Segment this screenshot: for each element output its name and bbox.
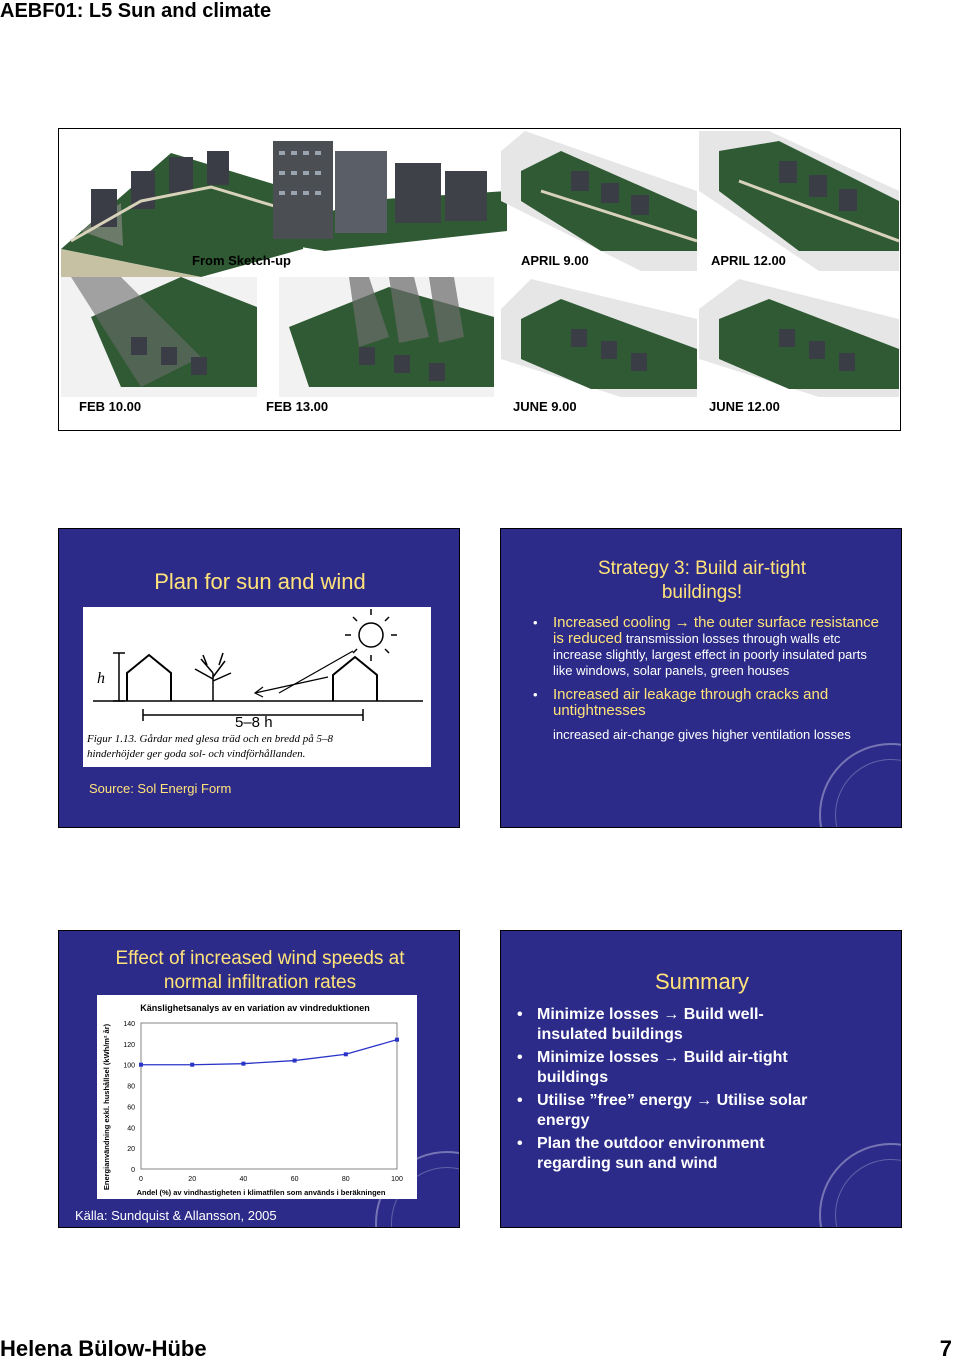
- tree-icon: [195, 653, 231, 701]
- summary-item-3: • Utilise ”free” energy → Utilise solar energy: [513, 1091, 833, 1130]
- bullet-cooling-head: Increased cooling → the outer surface resistance is reduced: [553, 614, 880, 647]
- university-seal-watermark: [819, 743, 902, 828]
- chart-panel: [97, 995, 417, 1199]
- y-tick-labels: [123, 1021, 135, 1174]
- label-feb-13: FEB 13.00: [266, 399, 329, 414]
- sketch-figure: [83, 607, 431, 767]
- label-june-9: JUNE 9.00: [513, 399, 577, 414]
- bullet-leakage: [529, 687, 881, 743]
- slide-wind-effect: [58, 930, 460, 1228]
- author-name: Helena Bülow-Hübe: [0, 1336, 207, 1361]
- model-june-12: [699, 279, 899, 397]
- chart-series: [139, 1038, 399, 1067]
- slide-summary: [500, 930, 902, 1228]
- data-point: [241, 1062, 245, 1066]
- label-april-12: APRIL 12.00: [711, 253, 786, 268]
- y-tick-label: 0: [131, 1167, 135, 1174]
- slide-title: Plan for sun and wind: [154, 569, 366, 594]
- y-axis-label: Energianvändning exkl. hushållsel (kWh/m² år): [102, 1023, 111, 1191]
- label-from-sketchup: From Sketch-up: [192, 253, 291, 268]
- x-tick-label: 80: [341, 1176, 350, 1183]
- x-tick-labels: [139, 1176, 403, 1183]
- wind-arrow-icon: [255, 677, 328, 697]
- sensitivity-line-chart: [97, 995, 417, 1199]
- sketch-distance-label: 5–8 h: [235, 714, 273, 727]
- title-line-2: buildings!: [661, 582, 743, 603]
- chart-title: Känslighetsanalys av en variation av vindreduktionen: [140, 1003, 370, 1013]
- model-april-12: [699, 131, 899, 271]
- label-feb-10: FEB 10.00: [79, 399, 142, 414]
- model-june-9: [501, 279, 697, 397]
- summary-bullets: [513, 1005, 833, 1173]
- x-tick-label: 20: [188, 1176, 197, 1183]
- strategy-bullets: [529, 615, 881, 743]
- figure-caption-line2: hinderhöjder ger goda sol- och vindförhållanden.: [87, 748, 306, 760]
- y-tick-label: 40: [127, 1125, 135, 1133]
- plot-frame: [141, 1023, 397, 1169]
- slide-strategy-3: [500, 528, 902, 828]
- model-feb-13: [279, 277, 494, 397]
- sketch-h-label: h: [97, 670, 105, 687]
- x-tick-label: 0: [139, 1176, 143, 1183]
- source-note: Source: Sol Energi Form: [89, 781, 232, 796]
- model-april-9: [501, 131, 697, 271]
- y-tick-label: 120: [123, 1041, 135, 1049]
- slide-title: Summary: [654, 969, 750, 994]
- sun-icon: [345, 609, 397, 661]
- bullet-cooling: [529, 615, 881, 679]
- summary-item-1: • Minimize losses → Build well-insulated buildings: [513, 1005, 833, 1044]
- data-point: [190, 1063, 194, 1067]
- data-point: [344, 1052, 348, 1056]
- label-april-9: APRIL 9.00: [521, 253, 589, 268]
- document-title: AEBF01: L5 Sun and climate: [0, 0, 272, 22]
- slide-plan-sun-wind: [58, 528, 460, 828]
- title-line-1: Strategy 3: Build air-tight: [597, 558, 807, 579]
- summary-item-2: • Minimize losses → Build air-tight buildings: [513, 1048, 833, 1087]
- chart-axes: [141, 1023, 397, 1169]
- summary-item-4: • Plan the outdoor environment regarding sun and wind: [513, 1134, 833, 1173]
- bullet-leakage-head: • Increased air leakage through cracks and untightnesses: [553, 686, 829, 719]
- data-point: [139, 1063, 143, 1067]
- y-tick-label: 60: [127, 1104, 135, 1112]
- y-tick-label: 20: [127, 1146, 135, 1154]
- y-tick-label: 80: [127, 1083, 135, 1091]
- title-line-1: Effect of increased wind speeds at: [115, 948, 405, 969]
- y-tick-label: 140: [123, 1021, 135, 1028]
- series-line: [141, 1040, 397, 1065]
- sun-wind-sketch: [83, 607, 431, 727]
- slide-title: [501, 557, 902, 605]
- figure-caption-line1: Figur 1.13. Gårdar med glesa träd och en bredd på 5–8: [87, 733, 334, 745]
- title-line-2: normal infiltration rates: [163, 972, 357, 993]
- model-feb-10: [61, 277, 257, 397]
- sun-ray-line: [279, 651, 353, 693]
- model-tall-blocks: [265, 131, 507, 251]
- x-tick-label: 100: [391, 1176, 403, 1183]
- x-tick-label: 40: [239, 1176, 248, 1183]
- bullet-cooling-body: transmission losses through walls etc increase slightly, largest effect in poorly insulated parts like windows, solar panels, green houses: [553, 631, 867, 678]
- bullet-leakage-body: increased air-change gives higher ventilation losses: [553, 727, 851, 742]
- y-tick-label: 100: [123, 1062, 135, 1070]
- data-point: [395, 1038, 399, 1042]
- label-june-12: JUNE 12.00: [709, 399, 780, 414]
- x-tick-label: 60: [290, 1176, 299, 1183]
- source-note: Källa: Sundquist & Allansson, 2005: [75, 1208, 277, 1223]
- slide-title: [59, 947, 460, 995]
- slide-renderings: [58, 128, 901, 431]
- data-point: [293, 1059, 297, 1063]
- page-number: 7: [939, 1336, 952, 1361]
- x-axis-label: Andel (%) av vindhastigheten i klimatfilen som används i beräkningen: [136, 1188, 386, 1197]
